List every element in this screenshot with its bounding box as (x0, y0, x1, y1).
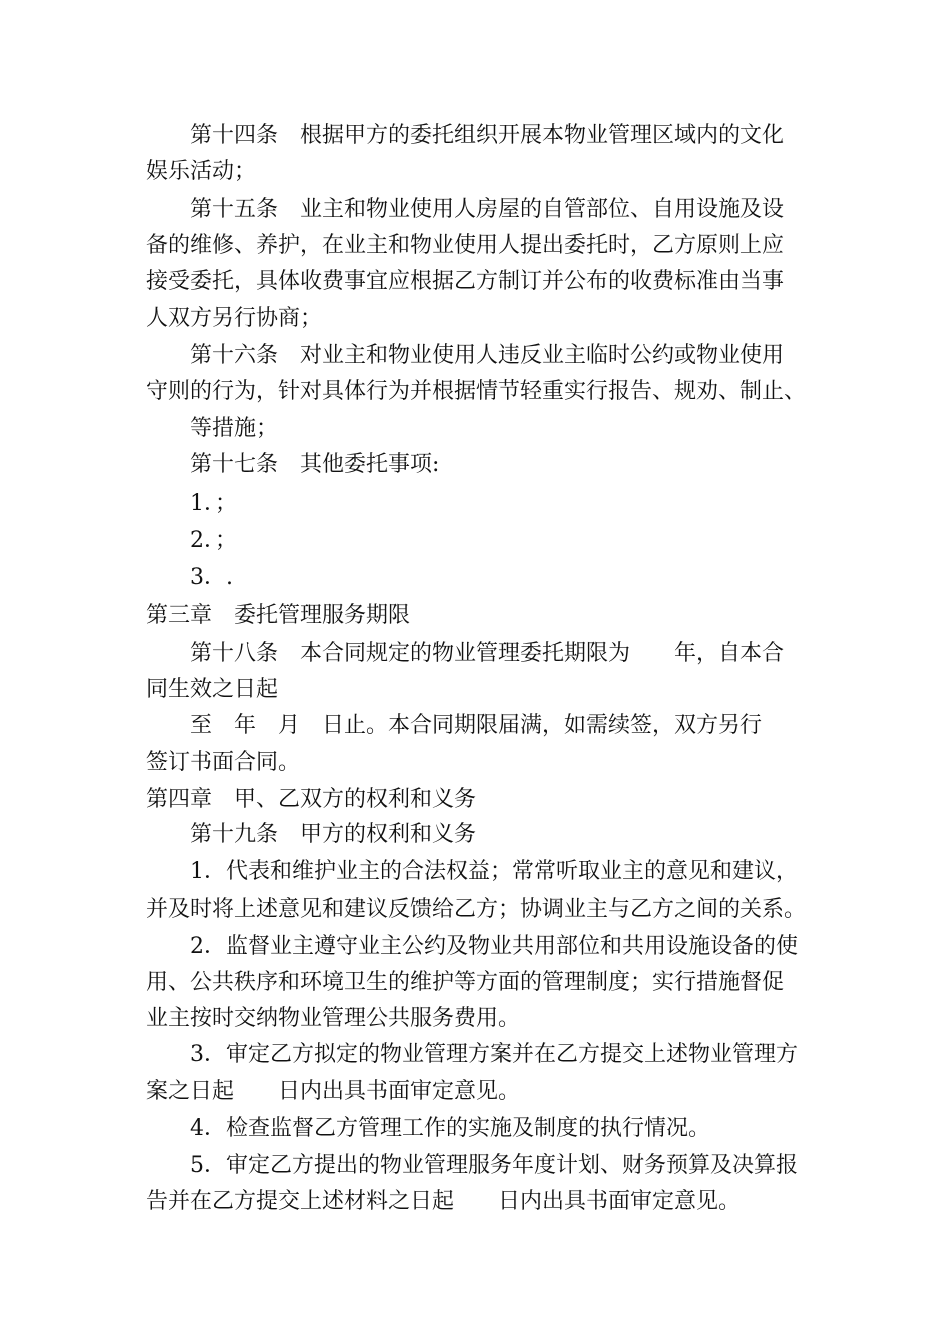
text-line: 并及时将上述意见和建议反馈给乙方；协调业主与乙方之间的关系。 (146, 897, 807, 922)
text-line: 1．代表和维护业主的合法权益；常常听取业主的意见和建议， (190, 859, 798, 884)
text-line: 人双方另行协商； (146, 306, 323, 331)
text-line: 备的维修、养护，在业主和物业使用人提出委托时，乙方原则上应 (146, 233, 785, 258)
chapter-heading: 第三章 委托管理服务期限 (146, 603, 411, 628)
text-line: 5．审定乙方提出的物业管理服务年度计划、财务预算及决算报 (190, 1153, 798, 1178)
list-item: 2．； (190, 528, 237, 553)
text-line: 案之日起 日内出具书面审定意见。 (146, 1079, 521, 1104)
text-line: 业主按时交纳物业管理公共服务费用。 (146, 1006, 521, 1031)
text-line: 第十四条 根据甲方的委托组织开展本物业管理区域内的文化 (190, 123, 785, 148)
text-line: 第十六条 对业主和物业使用人违反业主临时公约或物业使用 (190, 343, 785, 368)
text-line: 2．监督业主遵守业主公约及物业共用部位和共用设施设备的使 (190, 934, 798, 959)
text-line: 用、公共秩序和环境卫生的维护等方面的管理制度；实行措施督促 (146, 970, 785, 995)
text-line: 至 年 月 日止。本合同期限届满，如需续签，双方另行 (190, 713, 763, 738)
text-line: 第十七条 其他委托事项: (190, 452, 440, 477)
chapter-heading: 第四章 甲、乙双方的权利和义务 (146, 787, 477, 812)
text-line: 3．审定乙方拟定的物业管理方案并在乙方提交上述物业管理方 (190, 1042, 798, 1067)
text-line: 告并在乙方提交上述材料之日起 日内出具书面审定意见。 (146, 1189, 741, 1214)
text-line: 第十五条 业主和物业使用人房屋的自管部位、自用设施及设 (190, 197, 785, 222)
text-line: 接受委托，具体收费事宜应根据乙方制订并公布的收费标准由当事 (146, 269, 785, 294)
text-line: 等措施； (190, 416, 279, 441)
list-item: 3．. (190, 565, 233, 590)
list-item: 1．； (190, 491, 237, 516)
text-line: 签订书面合同。 (146, 750, 301, 775)
text-line: 同生效之日起 (146, 677, 279, 702)
text-line: 娱乐活动； (146, 159, 257, 184)
text-line: 第十九条 甲方的权利和义务 (190, 822, 477, 847)
text-line: 4．检查监督乙方管理工作的实施及制度的执行情况。 (190, 1116, 710, 1141)
text-line: 守则的行为，针对具体行为并根据情节轻重实行报告、规劝、制止、 (146, 379, 807, 404)
text-line: 第十八条 本合同规定的物业管理委托期限为 年，自本合 (190, 641, 785, 666)
